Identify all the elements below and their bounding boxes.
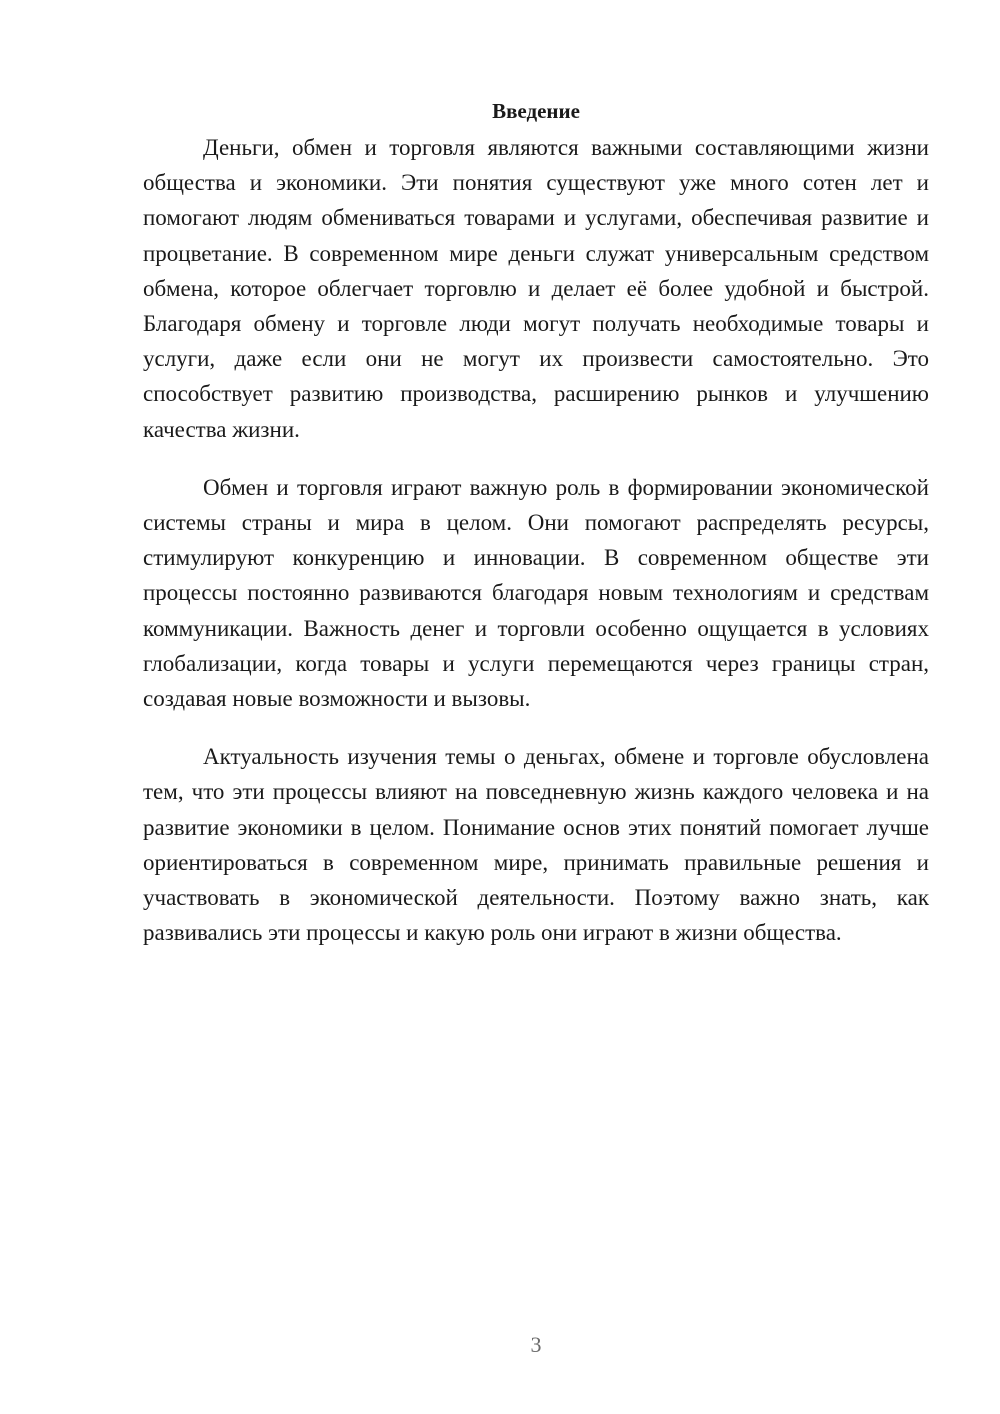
- paragraph-3: Актуальность изучения темы о деньгах, обмене и торговле обусловлена тем, что эти процессы влияют на повседневную жизнь каждого человека и на развитие экономики в целом. Понимание основ этих понятий помогает лучше ориентироваться в современном мире, принимать правильные решения и участвовать в экономической деятельности. Поэтому важно знать, как развивались эти процессы и какую роль они играют в жизни общества.: [143, 744, 929, 946]
- paragraph-2: Обмен и торговля играют важную роль в формировании экономической системы страны и мира в целом. Они помогают распределять ресурсы, стимулируют конкуренцию и инновации. В современном обществе эти процессы постоянно развиваются благодаря новым технологиям и средствам коммуникации. Важность денег и торговли особенно ощущается в условиях глобализации, когда товары и услуги перемещаются через границы стран, создавая новые возможности и вызовы.: [143, 474, 929, 712]
- section-heading: Введение: [492, 99, 580, 123]
- page-number: 3: [530, 1332, 542, 1357]
- page-content: [143, 96, 929, 973]
- paragraph-1: Деньги, обмен и торговля являются важными составляющими жизни общества и экономики. Эти понятия существуют уже много сотен лет и помогают людям обмениваться товарами и услугами, обеспечивая развитие и процветание. В современном мире деньги служат универсальным средством обмена, которое облегчает торговлю и делает её более удобной и быстрой. Благодаря обмену и торговле люди могут получать необходимые товары и услуги, даже если они не могут их произвести самостоятельно. Это способствует развитию производства, расширению рынков и улучшению качества жизни.: [143, 135, 929, 442]
